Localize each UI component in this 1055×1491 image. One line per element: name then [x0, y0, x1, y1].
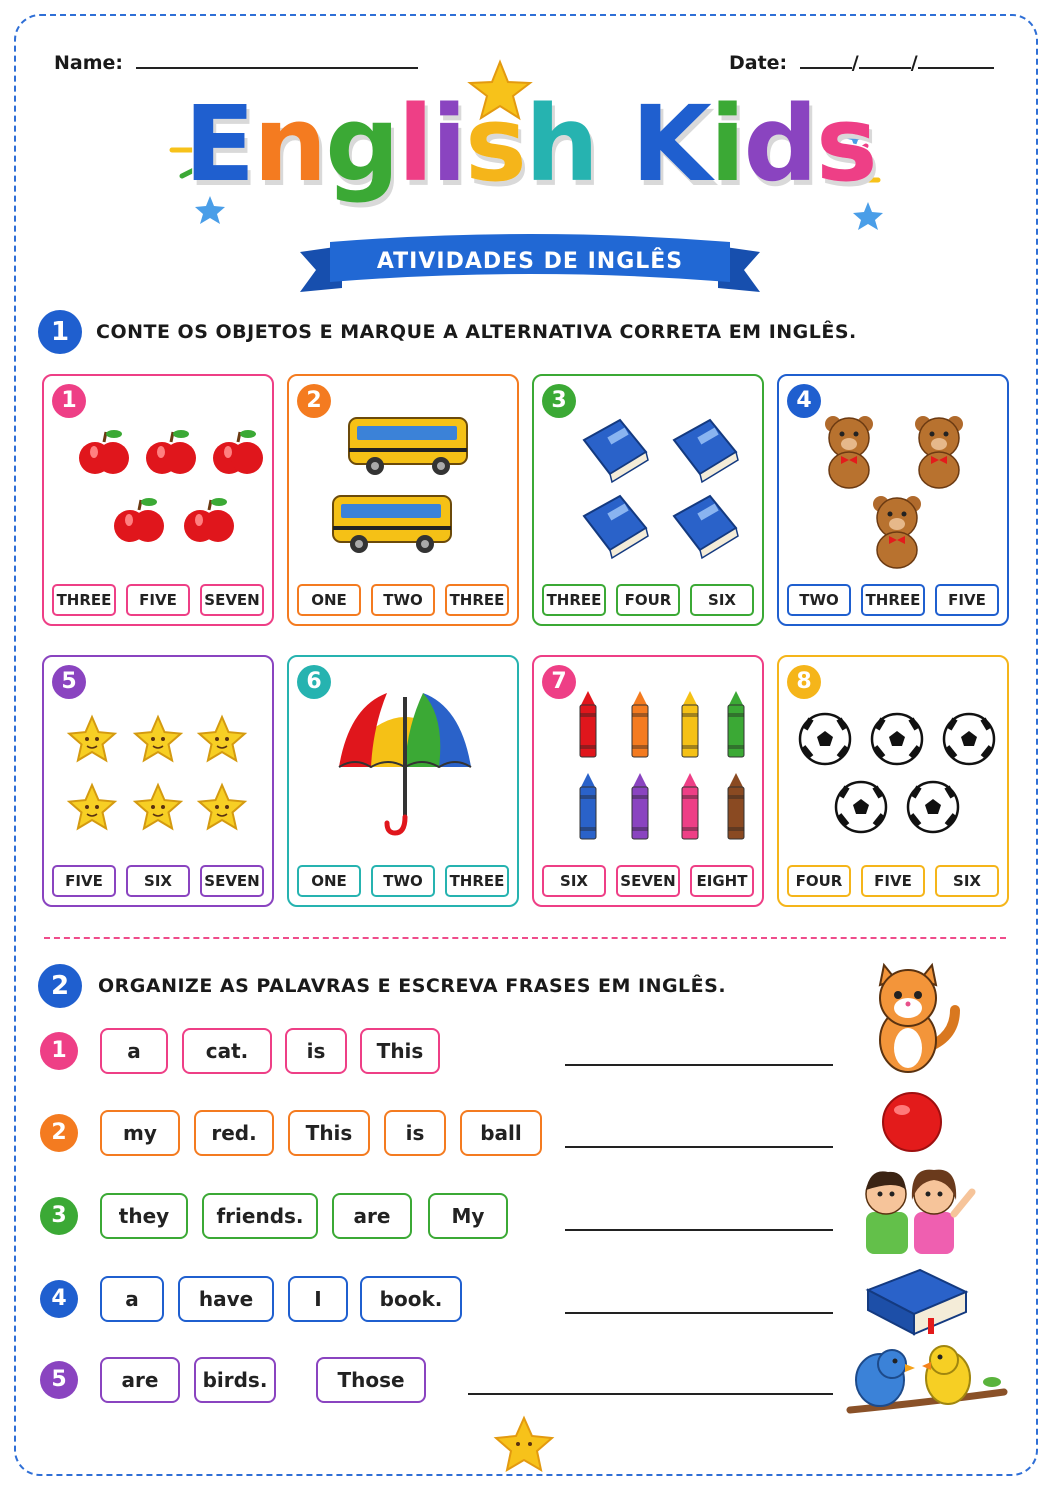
word-tile[interactable]: ball	[460, 1110, 542, 1156]
answer-option[interactable]: TWO	[371, 865, 435, 897]
answer-option[interactable]: THREE	[52, 584, 116, 616]
answer-option[interactable]: THREE	[445, 865, 509, 897]
school-bus-icon	[333, 496, 451, 553]
star-icon	[135, 717, 181, 760]
book-icon	[584, 496, 648, 558]
book-icon	[674, 420, 738, 482]
apple-icon	[184, 498, 234, 542]
count-card-8	[777, 655, 1009, 907]
answer-options	[787, 584, 999, 616]
teddy-bear-icon	[873, 496, 921, 568]
answer-option[interactable]: SEVEN	[616, 865, 680, 897]
card-number: 8	[787, 665, 821, 699]
row-number: 5	[40, 1361, 78, 1399]
date-year-line[interactable]	[918, 67, 994, 69]
answer-option[interactable]: SIX	[542, 865, 606, 897]
answer-option[interactable]: EIGHT	[690, 865, 754, 897]
card-number: 1	[52, 384, 86, 418]
count-card-6	[287, 655, 519, 907]
word-tile[interactable]: is	[285, 1028, 347, 1074]
word-tile[interactable]: This	[288, 1110, 370, 1156]
teddy-bear-icon	[825, 416, 873, 488]
word-tile[interactable]: my	[100, 1110, 180, 1156]
soccer-ball-icon	[944, 714, 994, 764]
subtitle: ATIVIDADES DE INGLÊS	[376, 249, 684, 274]
answer-option[interactable]: FIVE	[52, 865, 116, 897]
answer-option[interactable]: TWO	[787, 584, 851, 616]
sentence-row-2	[40, 1110, 840, 1156]
word-tile[interactable]: This	[360, 1028, 440, 1074]
title-banner	[150, 56, 910, 306]
word-tile[interactable]: cat.	[182, 1028, 272, 1074]
answer-option[interactable]: SIX	[126, 865, 190, 897]
answer-option[interactable]: FIVE	[861, 865, 925, 897]
crayon-icon	[728, 773, 744, 839]
word-tile[interactable]: a	[100, 1028, 168, 1074]
word-tile[interactable]: book.	[360, 1276, 462, 1322]
card-number: 2	[297, 384, 331, 418]
count-card-7	[532, 655, 764, 907]
answer-option[interactable]: FOUR	[787, 865, 851, 897]
answer-option[interactable]: FIVE	[126, 584, 190, 616]
word-tile[interactable]: they	[100, 1193, 188, 1239]
section-1-number: 1	[38, 310, 82, 354]
word-tile[interactable]: friends.	[202, 1193, 318, 1239]
row-number: 1	[40, 1032, 78, 1070]
section-1-instruction: CONTE OS OBJETOS E MARQUE A ALTERNATIVA CORRETA EM INGLÊS.	[96, 321, 857, 343]
answer-options	[52, 584, 264, 616]
page-title: English Kids	[184, 83, 876, 205]
answer-line[interactable]	[565, 1312, 833, 1314]
apple-icon	[79, 430, 129, 474]
row-number: 4	[40, 1280, 78, 1318]
answer-option[interactable]: FOUR	[616, 584, 680, 616]
soccer-ball-icon	[800, 714, 850, 764]
crayon-icon	[632, 691, 648, 757]
sentence-row-4	[40, 1276, 840, 1322]
word-tile[interactable]: My	[428, 1193, 508, 1239]
date-field[interactable]: Date: / /	[729, 52, 994, 74]
sentence-row-3	[40, 1193, 840, 1239]
count-card-1	[42, 374, 274, 626]
school-bus-icon	[349, 418, 467, 475]
star-icon	[69, 785, 115, 828]
star-icon	[199, 785, 245, 828]
card-number: 5	[52, 665, 86, 699]
card-number: 3	[542, 384, 576, 418]
answer-options	[297, 865, 509, 897]
crayon-icon	[682, 691, 698, 757]
row-number: 2	[40, 1114, 78, 1152]
answer-option[interactable]: SIX	[935, 865, 999, 897]
book-icon	[674, 496, 738, 558]
umbrella-icon	[339, 693, 471, 833]
word-tile[interactable]: is	[384, 1110, 446, 1156]
crayon-icon	[632, 773, 648, 839]
teddy-bear-icon	[915, 416, 963, 488]
soccer-ball-icon	[836, 782, 886, 832]
answer-options	[297, 584, 509, 616]
answer-option[interactable]: TWO	[371, 584, 435, 616]
star-icon	[69, 717, 115, 760]
apple-icon	[114, 498, 164, 542]
star-icon	[853, 202, 883, 230]
answer-options	[52, 865, 264, 897]
word-tile[interactable]: red.	[194, 1110, 274, 1156]
section-2-number: 2	[38, 964, 82, 1008]
answer-option[interactable]: SEVEN	[200, 865, 264, 897]
crayon-icon	[580, 691, 596, 757]
answer-option[interactable]: THREE	[542, 584, 606, 616]
answer-line[interactable]	[468, 1393, 833, 1395]
answer-option[interactable]: SEVEN	[200, 584, 264, 616]
card-number: 7	[542, 665, 576, 699]
count-card-5	[42, 655, 274, 907]
word-tile[interactable]: Those	[316, 1357, 426, 1403]
answer-option[interactable]: SIX	[690, 584, 754, 616]
section-2-instruction: ORGANIZE AS PALAVRAS E ESCREVA FRASES EM INGLÊS.	[98, 975, 727, 997]
soccer-ball-icon	[908, 782, 958, 832]
answer-option[interactable]: THREE	[861, 584, 925, 616]
star-icon	[199, 717, 245, 760]
answer-option[interactable]: FIVE	[935, 584, 999, 616]
apple-icon	[213, 430, 263, 474]
answer-option[interactable]: ONE	[297, 584, 361, 616]
answer-option[interactable]: THREE	[445, 584, 509, 616]
answer-options	[542, 584, 754, 616]
soccer-ball-icon	[872, 714, 922, 764]
word-tile[interactable]: I	[288, 1276, 348, 1322]
star-icon	[135, 785, 181, 828]
name-label: Name:	[54, 52, 124, 74]
row-number: 3	[40, 1197, 78, 1235]
crayon-icon	[580, 773, 596, 839]
section-divider	[44, 937, 1006, 939]
word-tile[interactable]: have	[178, 1276, 274, 1322]
count-card-4	[777, 374, 1009, 626]
apple-icon	[146, 430, 196, 474]
crayon-icon	[728, 691, 744, 757]
card-number: 4	[787, 384, 821, 418]
answer-option[interactable]: ONE	[297, 865, 361, 897]
answer-options	[542, 865, 754, 897]
answer-line[interactable]	[565, 1229, 833, 1231]
crayon-icon	[682, 773, 698, 839]
card-number: 6	[297, 665, 331, 699]
word-tile[interactable]: a	[100, 1276, 164, 1322]
word-tile[interactable]: are	[100, 1357, 180, 1403]
book-icon	[584, 420, 648, 482]
word-tile[interactable]: birds.	[194, 1357, 276, 1403]
sentence-row-1	[40, 1028, 840, 1074]
count-card-2	[287, 374, 519, 626]
count-card-3	[532, 374, 764, 626]
answer-line[interactable]	[565, 1064, 833, 1066]
answer-line[interactable]	[565, 1146, 833, 1148]
sentence-row-5	[40, 1357, 840, 1403]
date-label: Date:	[729, 52, 788, 74]
answer-options	[787, 865, 999, 897]
word-tile[interactable]: are	[332, 1193, 412, 1239]
